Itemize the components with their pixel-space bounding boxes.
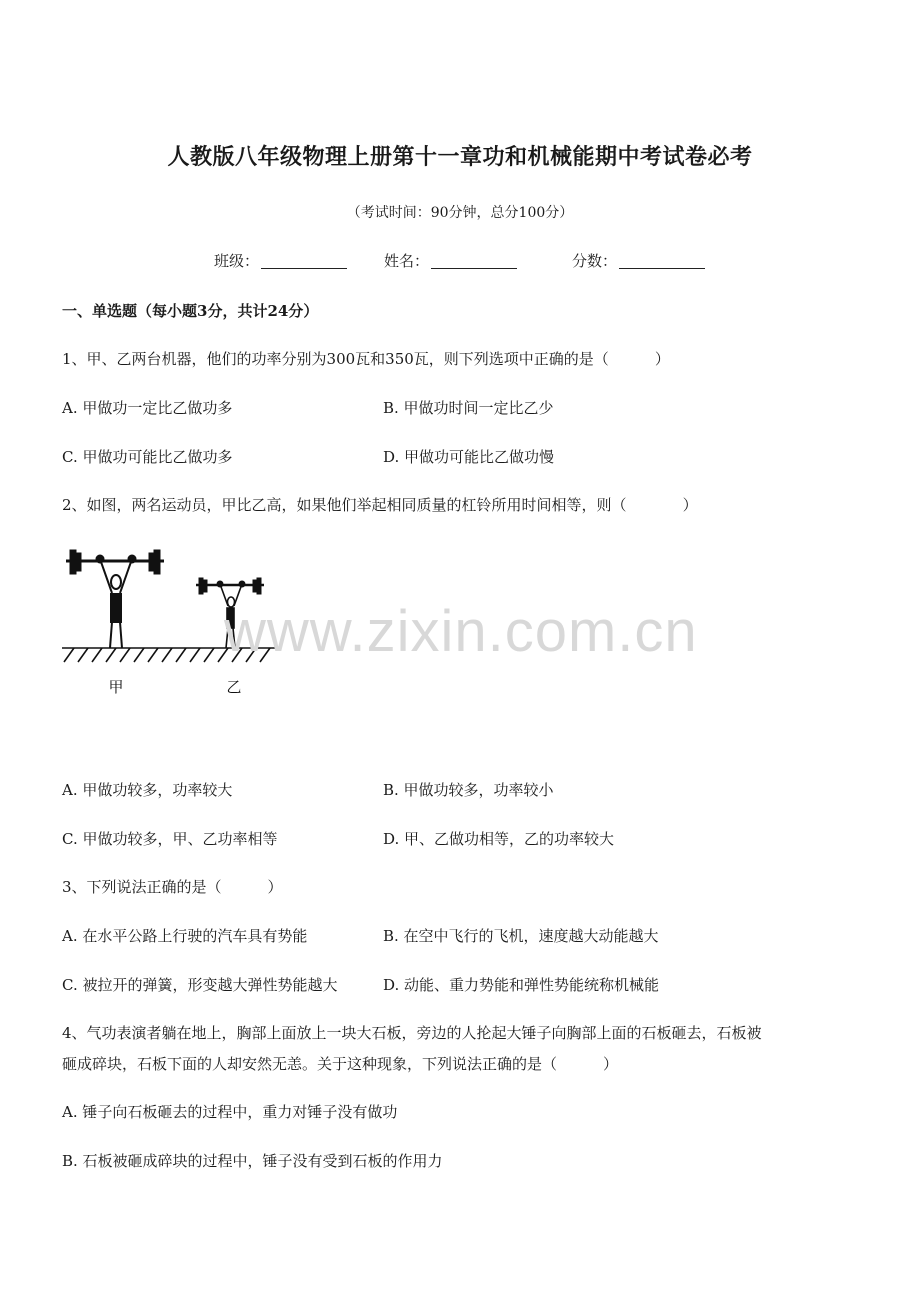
lifter-jia-body (100, 559, 132, 648)
question-2-text: 2、如图，两名运动员，甲比乙高，如果他们举起相同质量的杠铃所用时间相等，则（ (62, 496, 627, 514)
name-field (384, 250, 517, 271)
exam-title: 人教版八年级物理上册第十一章功和机械能期中考试卷必考 (167, 144, 753, 170)
close-paren: ） (682, 496, 698, 514)
q3-option-b: B. 在空中飞行的飞机，速度越大动能越大 (383, 927, 659, 945)
q2-option-b: B. 甲做功较多，功率较小 (383, 781, 554, 799)
lifter-yi-barbell (196, 578, 264, 594)
name-label: 姓名： (384, 252, 430, 270)
q3-option-c: C. 被拉开的弹簧，形变越大弹性势能越大 (62, 976, 338, 994)
label-yi: 乙 (226, 678, 242, 696)
lifter-jia-barbell (66, 550, 164, 574)
q3-option-d: D. 动能、重力势能和弹性势能统称机械能 (383, 976, 660, 994)
class-label: 班级： (214, 252, 260, 270)
question-3-text: 3、下列说法正确的是（ (62, 878, 222, 896)
question-4-line-1: 4、气功表演者躺在地上，胸部上面放上一块大石板，旁边的人抡起大锤子向胸部上面的石板砸去，石板被 (62, 1024, 762, 1042)
class-field (214, 250, 347, 271)
q1-option-d: D. 甲做功可能比乙做功慢 (383, 448, 555, 466)
close-paren: ） (267, 878, 283, 896)
question-4-text: 砸成碎块，石板下面的人却安然无恙。关于这种现象，下列说法正确的是（ (62, 1055, 558, 1073)
watermark: www.zixin.com.cn (224, 599, 698, 664)
q2-option-d: D. 甲、乙做功相等，乙的功率较大 (383, 830, 615, 848)
score-blank (619, 252, 705, 269)
q2-option-c: C. 甲做功较多，甲、乙功率相等 (62, 830, 278, 848)
class-blank (261, 252, 347, 269)
section-heading: 一、单选题（每小题3分，共计24分） (62, 302, 319, 320)
question-3-stem (62, 876, 283, 897)
question-4-line-2 (62, 1053, 618, 1074)
q1-option-c: C. 甲做功可能比乙做功多 (62, 448, 233, 466)
label-jia: 甲 (108, 678, 124, 696)
close-paren: ） (603, 1055, 619, 1073)
q4-option-a: A. 锤子向石板砸去的过程中，重力对锤子没有做功 (62, 1103, 398, 1121)
question-1-stem (62, 348, 670, 369)
question-1-text: 1、甲、乙两台机器，他们的功率分别为300瓦和350瓦，则下列选项中正确的是（ (62, 350, 609, 368)
q2-option-a: A. 甲做功较多，功率较大 (62, 781, 233, 799)
q1-option-b: B. 甲做功时间一定比乙少 (383, 399, 554, 417)
name-blank (431, 252, 517, 269)
score-label: 分数： (572, 252, 618, 270)
close-paren: ） (654, 350, 670, 368)
q3-option-a: A. 在水平公路上行驶的汽车具有势能 (62, 927, 308, 945)
q4-option-b: B. 石板被砸成碎块的过程中，锤子没有受到石板的作用力 (62, 1152, 443, 1170)
question-2-stem (62, 494, 698, 515)
exam-subtitle: （考试时间：90分钟，总分100分） (346, 205, 574, 221)
score-field (572, 250, 705, 271)
q1-option-a: A. 甲做功一定比乙做功多 (62, 399, 233, 417)
